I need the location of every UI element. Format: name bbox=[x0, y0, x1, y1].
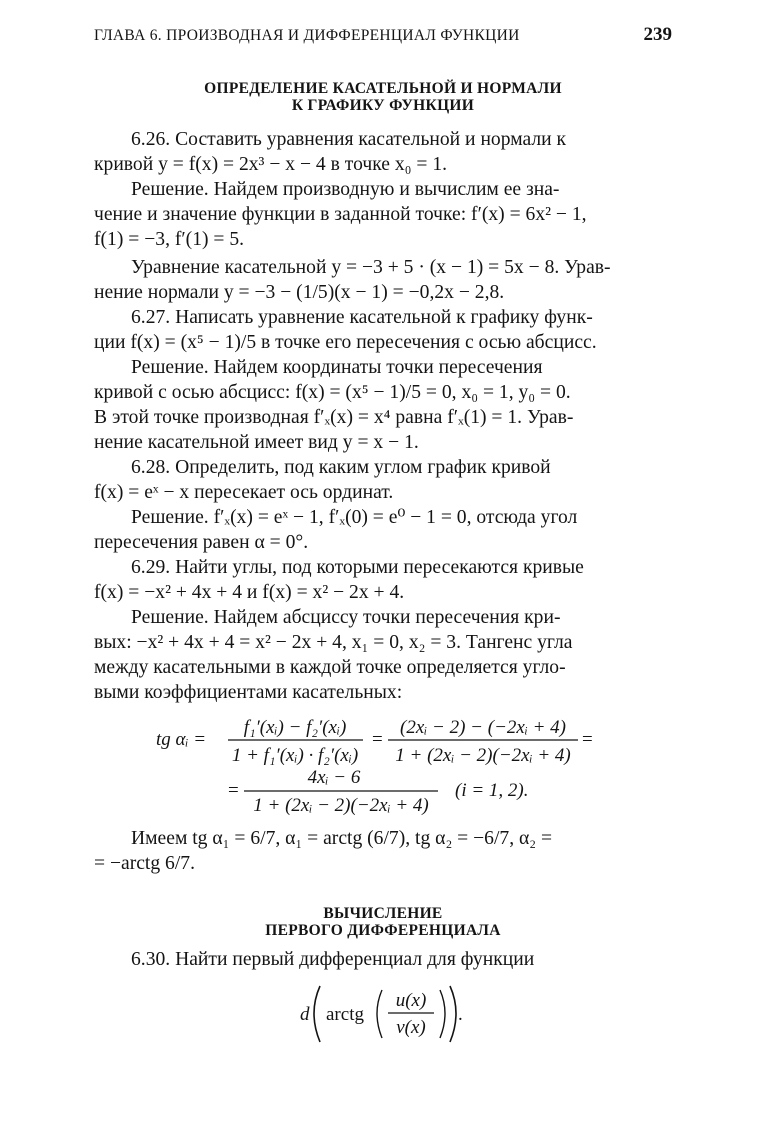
formula-denominator: 1 + f₁′(xᵢ) · f₂′(xᵢ) bbox=[231, 745, 359, 766]
section-heading-line: ПЕРВОГО ДИФФЕРЕНЦИАЛА bbox=[265, 922, 501, 939]
text-line: f(1) = −3, f′(1) = 5. bbox=[94, 229, 245, 250]
left-paren bbox=[314, 986, 320, 1042]
problem-text: 6.30. Найти первый дифференциал для функции bbox=[131, 949, 535, 970]
text-line: Решение. Найдем координаты точки пересечения bbox=[131, 357, 543, 378]
text-line: В этой точке производная f′ₓ(x) = x⁴ равна f′ₓ(1) = 1. Урав- bbox=[94, 407, 574, 428]
text-line: ции f(x) = (x⁵ − 1)/5 в точке его пересечения с осью абсцисс. bbox=[94, 332, 597, 353]
index-condition: (i = 1, 2). bbox=[455, 780, 529, 801]
text-line: кривой с осью абсцисс: f(x) = (x⁵ − 1)/5 = 0, x₀ = 1, y₀ = 0. bbox=[94, 382, 571, 403]
text-line: вых: −x² + 4x + 4 = x² − 2x + 4, x₁ = 0, x₂ = 3. Тангенс угла bbox=[94, 632, 573, 653]
formula-denominator: 1 + (2xᵢ − 2)(−2xᵢ + 4) bbox=[395, 745, 571, 766]
section-heading-line: ВЫЧИСЛЕНИЕ bbox=[323, 905, 443, 922]
text-line: Имеем tg α₁ = 6/7, α₁ = arctg (6/7), tg α₂ = −6/7, α₂ = bbox=[131, 828, 553, 849]
formula-period: . bbox=[458, 1004, 463, 1025]
text-line: f(x) = eˣ − x пересекает ось ординат. bbox=[94, 482, 394, 503]
formula-lhs: tg αᵢ = bbox=[156, 729, 207, 750]
section-heading-line: ОПРЕДЕЛЕНИЕ КАСАТЕЛЬНОЙ И НОРМАЛИ bbox=[204, 80, 562, 97]
text-line: = −arctg 6/7. bbox=[94, 853, 195, 874]
problem-6-30 bbox=[131, 948, 534, 973]
section-heading-line: К ГРАФИКУ ФУНКЦИИ bbox=[291, 97, 475, 114]
formula-numerator: 4xᵢ − 6 bbox=[307, 767, 361, 788]
text-line: 6.29. Найти углы, под которыми пересекаются кривые bbox=[131, 557, 584, 578]
arctg-label: arctg bbox=[326, 1004, 364, 1025]
inner-right-paren bbox=[440, 990, 445, 1038]
text-line: выми коэффициентами касательных: bbox=[94, 682, 403, 703]
equals-sign: = bbox=[372, 729, 383, 750]
equals-sign: = bbox=[582, 729, 593, 750]
text-line: 6.28. Определить, под каким углом график кривой bbox=[131, 457, 551, 478]
fraction-numerator: u(x) bbox=[395, 990, 427, 1011]
text-line: Уравнение касательной y = −3 + 5 · (x − 1) = 5x − 8. Урав- bbox=[131, 257, 611, 278]
text-line: Решение. Найдем производную и вычислим ее зна- bbox=[131, 179, 560, 200]
fraction-denominator: v(x) bbox=[396, 1017, 426, 1038]
text-line: 6.26. Составить уравнения касательной и нормали к bbox=[131, 129, 567, 150]
formula-denominator: 1 + (2xᵢ − 2)(−2xᵢ + 4) bbox=[253, 795, 429, 816]
equals-sign: = bbox=[228, 780, 239, 801]
section-heading-tangent bbox=[94, 80, 672, 114]
text-line: кривой y = f(x) = 2x³ − x − 4 в точке x₀ = 1. bbox=[94, 154, 448, 175]
inner-left-paren bbox=[377, 990, 382, 1038]
page-number: 239 bbox=[643, 24, 672, 45]
text-line: нение касательной имеет вид y = x − 1. bbox=[94, 432, 419, 453]
text-line: Решение. f′ₓ(x) = eˣ − 1, f′ₓ(0) = e⁰ − 1 = 0, отсюда угол bbox=[131, 507, 578, 528]
differential-d: d bbox=[300, 1004, 310, 1025]
tangent-angle-formula bbox=[150, 705, 620, 820]
text-line: 6.27. Написать уравнение касательной к графику функ- bbox=[131, 307, 593, 328]
text-line: между касательными в каждой точке определяется угло- bbox=[94, 657, 566, 678]
formula-numerator: (2xᵢ − 2) − (−2xᵢ + 4) bbox=[400, 717, 566, 738]
text-line: f(x) = −x² + 4x + 4 и f(x) = x² − 2x + 4. bbox=[94, 582, 405, 603]
chapter-title: ГЛАВА 6. ПРОИЗВОДНАЯ И ДИФФЕРЕНЦИАЛ ФУНКЦИИ bbox=[94, 27, 520, 44]
differential-formula bbox=[298, 982, 488, 1048]
text-line: нение нормали y = −3 − (1/5)(x − 1) = −0,2x − 2,8. bbox=[94, 282, 505, 303]
text-line: Решение. Найдем абсциссу точки пересечения кри- bbox=[131, 607, 561, 628]
text-line: пересечения равен α = 0°. bbox=[94, 532, 309, 553]
text-line: чение и значение функции в заданной точке: f′(x) = 6x² − 1, bbox=[94, 204, 587, 225]
section-heading-differential bbox=[94, 905, 672, 939]
formula-numerator: f₁′(xᵢ) − f₂′(xᵢ) bbox=[243, 717, 347, 738]
right-paren bbox=[450, 986, 456, 1042]
running-header bbox=[94, 24, 672, 49]
